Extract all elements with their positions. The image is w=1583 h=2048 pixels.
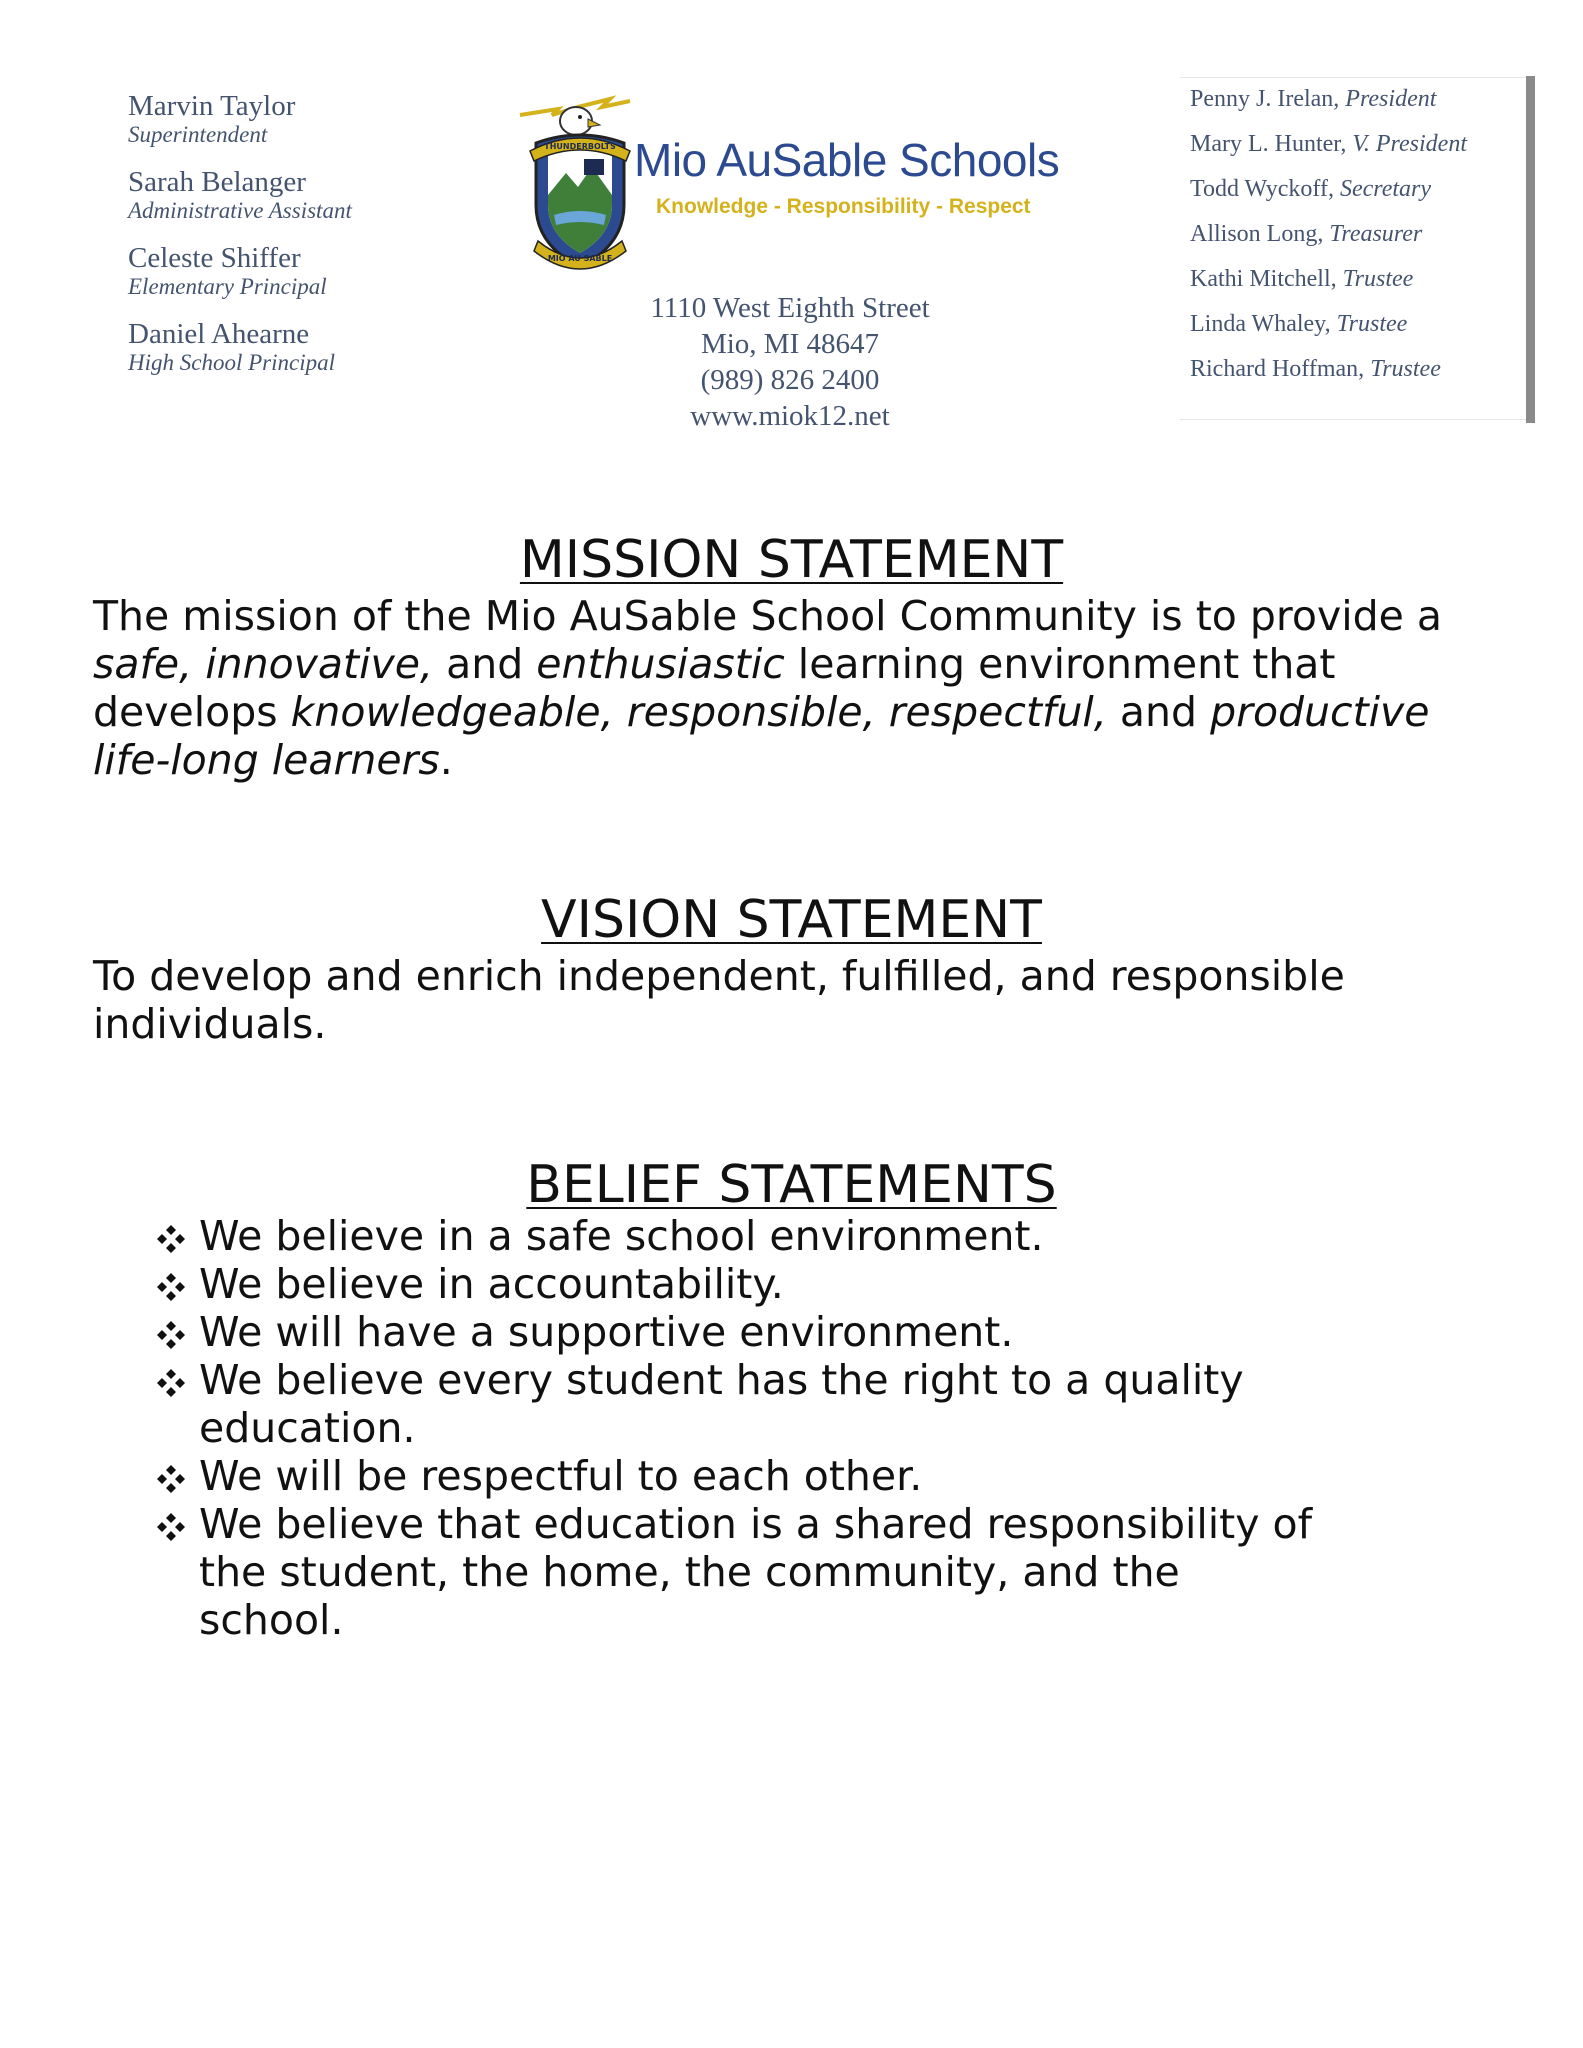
staff-entry [128, 166, 488, 224]
address-phone: (989) 826 2400 [700, 364, 880, 396]
school-tagline: Knowledge - Responsibility - Respect [656, 195, 1031, 218]
mission-text-emphasis: knowledgeable, responsible, respectful, [290, 688, 1107, 736]
board-member-name: Mary L. Hunter, [1190, 131, 1347, 157]
mission-text-emphasis: safe, innovative, [93, 640, 434, 688]
belief-item [155, 1260, 1355, 1308]
belief-text: We will have a supportive environment. [199, 1308, 1014, 1356]
diamond-bullet-icon [155, 1223, 187, 1255]
board-member-role: Trustee [1336, 311, 1408, 337]
mission-text-emphasis: enthusiastic [536, 640, 785, 688]
staff-name: Marvin Taylor [128, 90, 296, 122]
board-member-role: President [1345, 86, 1437, 112]
address-street: 1110 West Eighth Street [650, 292, 930, 324]
school-name: Mio AuSable Schools [634, 134, 1060, 186]
board-member [1190, 131, 1467, 158]
beliefs-list [155, 1212, 1355, 1644]
belief-text: We believe every student has the right to a quality education. [199, 1356, 1244, 1452]
board-member [1190, 356, 1441, 383]
belief-item [155, 1452, 1355, 1500]
board-member-name: Kathi Mitchell, [1190, 266, 1337, 292]
beliefs-heading [0, 1155, 1583, 1215]
board-member [1190, 266, 1413, 293]
board-member-role: Treasurer [1329, 221, 1423, 247]
crest-text-top: THUNDERBOLTS [544, 142, 616, 151]
mission-text [93, 592, 1513, 784]
diamond-bullet-icon [155, 1511, 187, 1543]
staff-title: Superintendent [128, 122, 268, 147]
school-logo [518, 95, 1058, 285]
address-website: www.miok12.net [690, 400, 890, 432]
board-member [1190, 86, 1436, 113]
board-member [1190, 176, 1431, 203]
belief-text: We believe in a safe school environment. [199, 1212, 1044, 1260]
staff-name: Daniel Ahearne [128, 318, 310, 350]
staff-name: Sarah Belanger [128, 166, 306, 198]
mission-text-part: learning environment that develops [93, 640, 1336, 736]
staff-entry [128, 242, 488, 300]
school-address [560, 290, 1020, 434]
belief-text: We believe that education is a shared responsibility of the student, the home, the community, and the school. [199, 1500, 1313, 1644]
staff-entry [128, 318, 488, 376]
vision-heading [0, 890, 1583, 950]
mission-text-emphasis: productive life-long learners [93, 688, 1430, 784]
staff-entry [128, 90, 488, 148]
board-member-name: Allison Long, [1190, 221, 1324, 247]
vision-text: To develop and enrich independent, fulfilled, and responsible individuals. [93, 952, 1345, 1048]
mission-heading [0, 530, 1583, 590]
board-list [1180, 77, 1535, 420]
board-member-role: V. President [1352, 131, 1467, 157]
diamond-bullet-icon [155, 1319, 187, 1351]
crest-text-bottom: MIO AU SABLE [547, 254, 613, 263]
address-city: Mio, MI 48647 [700, 328, 880, 360]
mission-text-part: . [439, 736, 453, 784]
belief-item [155, 1500, 1329, 1644]
staff-title: Elementary Principal [128, 274, 327, 299]
board-member-role: Trustee [1370, 356, 1441, 382]
mission-text-part: and [433, 640, 537, 688]
board-member-role: Trustee [1342, 266, 1414, 292]
board-member-name: Penny J. Irelan, [1190, 86, 1340, 112]
school-crest-icon [518, 95, 643, 275]
board-member [1190, 221, 1422, 248]
board-member [1190, 311, 1407, 338]
staff-title: High School Principal [128, 350, 335, 375]
belief-item [155, 1308, 1355, 1356]
belief-text: We will be respectful to each other. [199, 1452, 923, 1500]
diamond-bullet-icon [155, 1463, 187, 1495]
mission-text-part: The mission of the Mio AuSable School Community is to provide a [93, 592, 1443, 640]
mission-text-part: and [1106, 688, 1211, 736]
board-member-name: Linda Whaley, [1190, 311, 1331, 337]
belief-item [155, 1212, 1355, 1260]
staff-title: Administrative Assistant [128, 198, 352, 223]
staff-list [128, 90, 488, 394]
staff-name: Celeste Shiffer [128, 242, 301, 274]
board-member-name: Todd Wyckoff, [1190, 176, 1334, 202]
belief-text: We believe in accountability. [199, 1260, 784, 1308]
mission-heading-text: MISSION STATEMENT [519, 530, 1064, 590]
diamond-bullet-icon [155, 1367, 187, 1399]
diamond-bullet-icon [155, 1271, 187, 1303]
board-member-role: Secretary [1339, 176, 1432, 202]
vision-heading-text: VISION STATEMENT [541, 890, 1042, 950]
board-divider [1526, 76, 1535, 423]
board-member-name: Richard Hoffman, [1190, 356, 1365, 382]
belief-item [155, 1356, 1299, 1452]
beliefs-heading-text: BELIEF STATEMENTS [526, 1155, 1057, 1215]
